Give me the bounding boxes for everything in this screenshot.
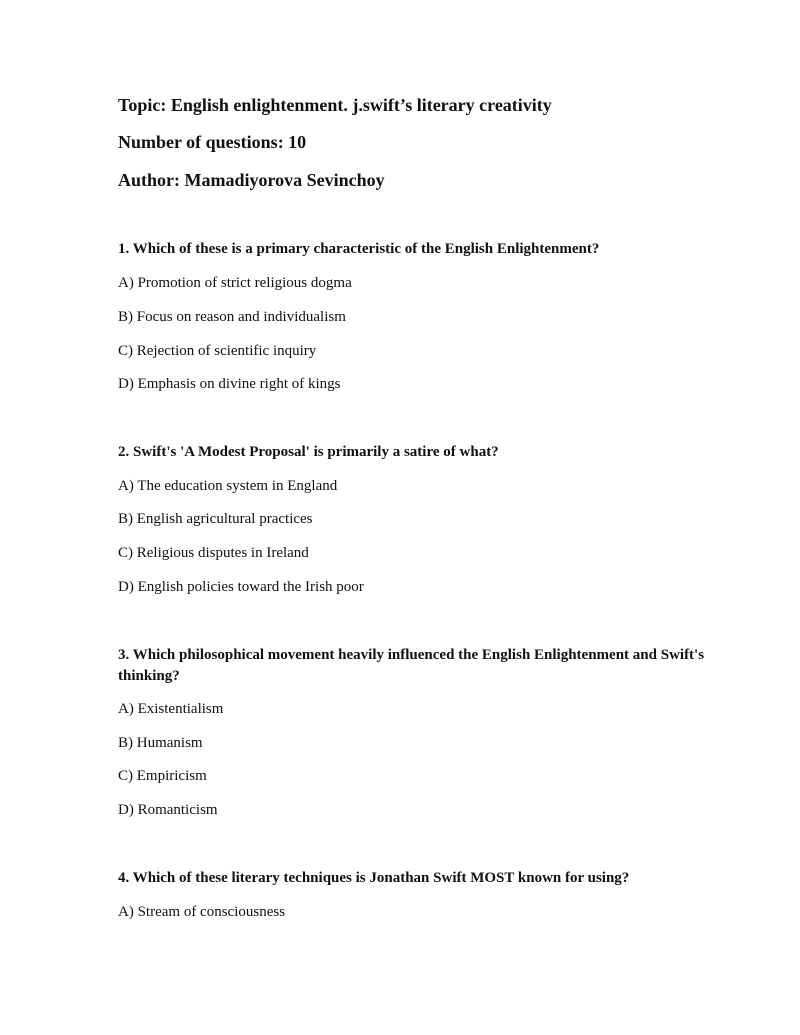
question-1-option-c: C) Rejection of scientific inquiry — [118, 343, 317, 359]
question-count: Number of questions: 10 — [118, 132, 307, 152]
question-4-text: 4. Which of these literary techniques is Jonathan Swift MOST known for using? — [118, 870, 630, 886]
question-4-option-a: A) Stream of consciousness — [118, 904, 286, 920]
question-3-option-b: B) Humanism — [118, 735, 203, 751]
author-line: Author: Mamadiyorova Sevinchoy — [118, 170, 385, 190]
question-2-option-a: A) The education system in England — [118, 478, 338, 494]
question-1-option-a: A) Promotion of strict religious dogma — [118, 275, 352, 291]
question-1-option-b: B) Focus on reason and individualism — [118, 309, 346, 325]
question-3-option-c: C) Empiricism — [118, 768, 207, 784]
question-2-text: 2. Swift's 'A Modest Proposal' is primarily a satire of what? — [118, 444, 499, 460]
question-2-option-c: C) Religious disputes in Ireland — [118, 545, 309, 561]
question-2-option-b: B) English agricultural practices — [118, 511, 313, 527]
question-1-option-d: D) Emphasis on divine right of kings — [118, 376, 341, 392]
question-1-text: 1. Which of these is a primary characteristic of the English Enlightenment? — [118, 241, 600, 257]
question-3-option-d: D) Romanticism — [118, 802, 218, 818]
question-2-option-d: D) English policies toward the Irish poor — [118, 579, 364, 595]
question-3-option-a: A) Existentialism — [118, 701, 224, 717]
question-3-text: 3. Which philosophical movement heavily influenced the English Enlightenment and Swift's thinking? — [118, 647, 705, 684]
topic-heading: Topic: English enlightenment. j.swift’s literary creativity — [118, 95, 552, 115]
